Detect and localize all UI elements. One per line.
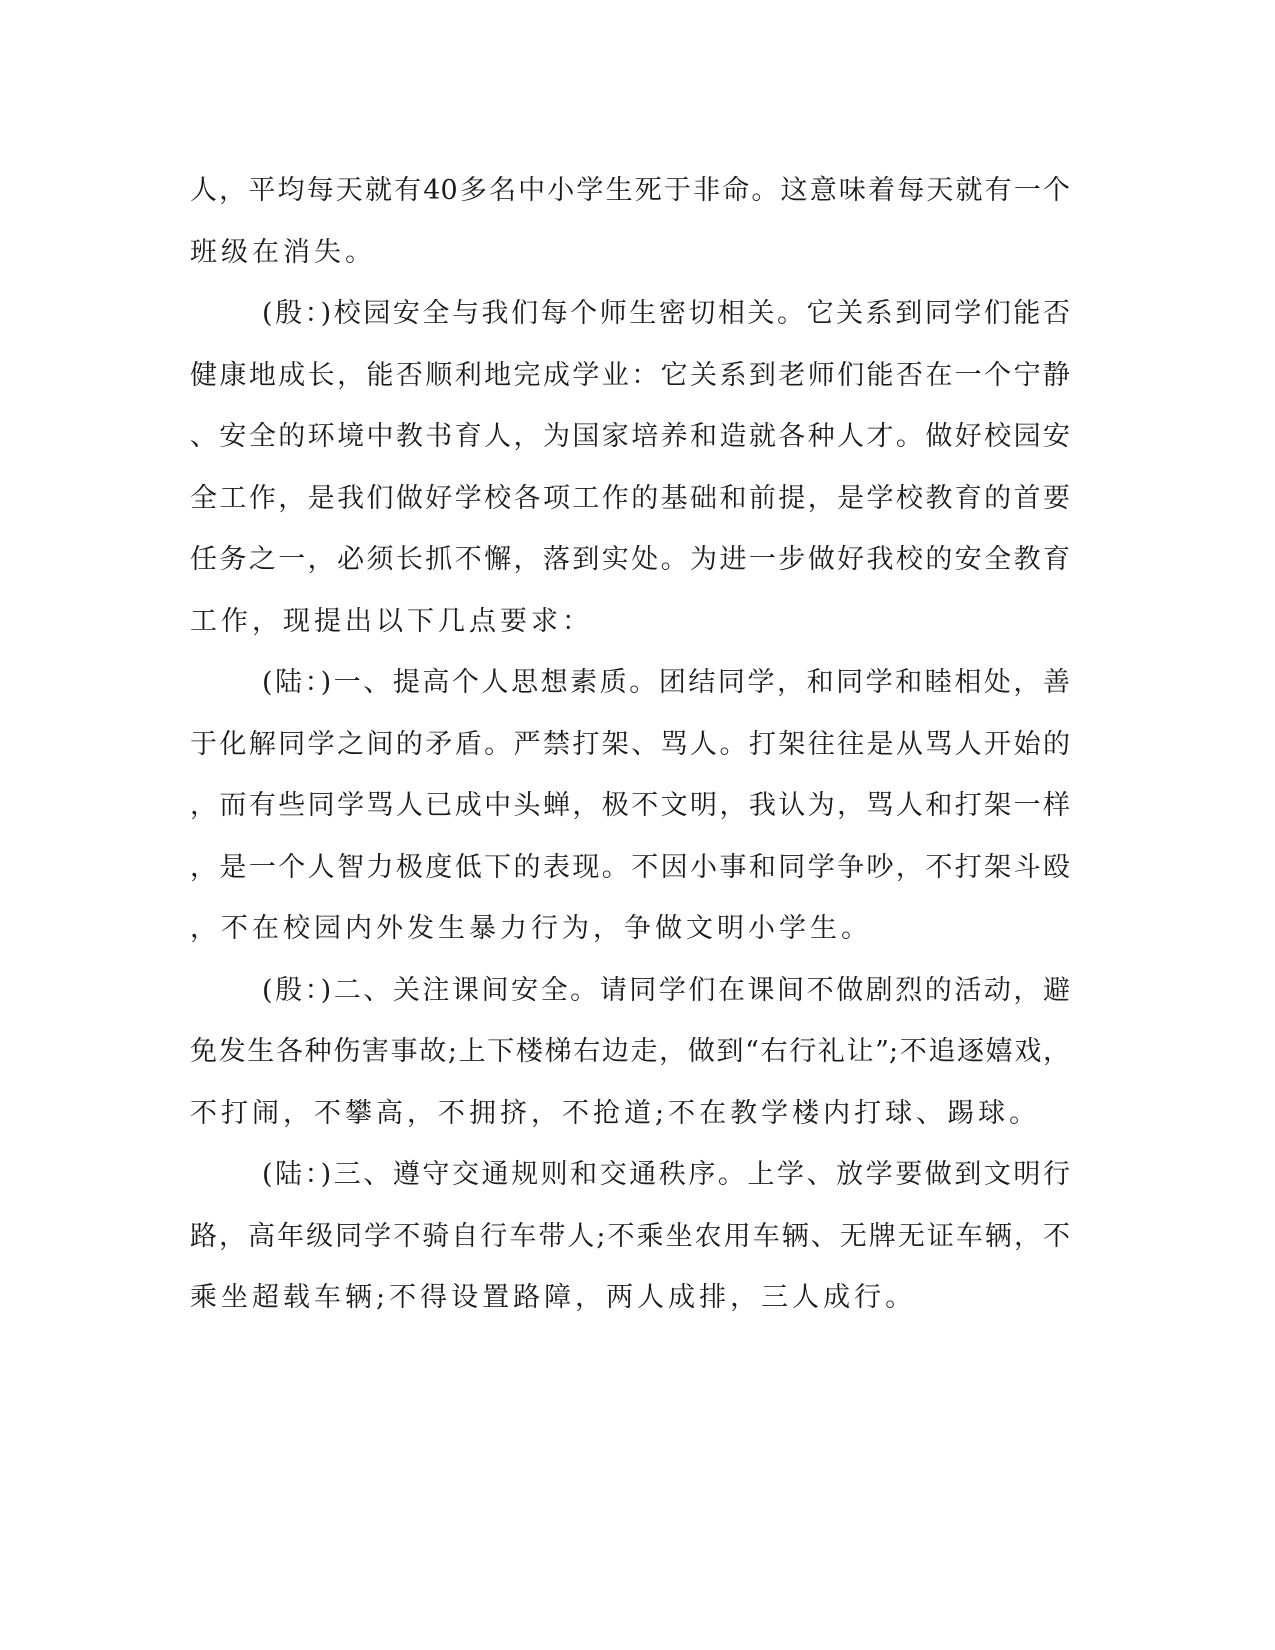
text-line: 路，高年级同学不骑自行车带人;不乘坐农用车辆、无牌无证车辆，不 (190, 1220, 1070, 1252)
text-line: 工作，现提出以下几点要求： (190, 605, 593, 637)
paragraph-start-line: (陆：)一、提高个人思想素质。团结同学，和同学和睦相处，善 (262, 667, 1070, 698)
paragraph-start-line: (殷：)二、关注课间安全。请同学们在课间不做剧烈的活动，避 (262, 974, 1070, 1006)
text-line: 于化解同学之间的矛盾。严禁打架、骂人。打架往往是从骂人开始的 (190, 728, 1070, 760)
text-line: ，不在校园内外发生暴力行为，争做文明小学生。 (190, 913, 872, 944)
text-line: 健康地成长，能否顺利地完成学业：它关系到老师们能否在一个宁静 (190, 359, 1070, 391)
text-line: ，而有些同学骂人已成中头蝉，极不文明，我认为，骂人和打架一样 (190, 790, 1070, 821)
paragraph-start-line: (殷：)校园安全与我们每个师生密切相关。它关系到同学们能否 (262, 298, 1070, 329)
text-line: 免发生各种伤害事故;上下楼梯右边走，做到“右行礼让”;不追逐嬉戏， (190, 1036, 1070, 1067)
text-line: 班级在消失。 (190, 236, 376, 268)
text-line: 人，平均每天就有40多名中小学生死于非命。这意味着每天就有一个 (190, 175, 1070, 206)
text-line: ，是一个人智力极度低下的表现。不因小事和同学争吵，不打架斗殴 (190, 851, 1070, 883)
text-line: 任务之一，必须长抓不懈，落到实处。为进一步做好我校的安全教育 (190, 544, 1070, 575)
text-line: 不打闹，不攀高，不拥挤，不抢道;不在教学楼内打球、踢球。 (190, 1097, 1041, 1129)
text-line: 全工作，是我们做好学校各项工作的基础和前提，是学校教育的首要 (190, 482, 1070, 514)
text-line: 乘坐超载车辆;不得设置路障，两人成排，三人成行。 (190, 1282, 917, 1313)
document-body (190, 160, 1070, 1329)
text-line: 、安全的环境中教书育人，为国家培养和造就各种人才。做好校园安 (190, 421, 1070, 452)
paragraph-start-line: (陆：)三、遵守交通规则和交通秩序。上学、放学要做到文明行 (262, 1159, 1070, 1190)
